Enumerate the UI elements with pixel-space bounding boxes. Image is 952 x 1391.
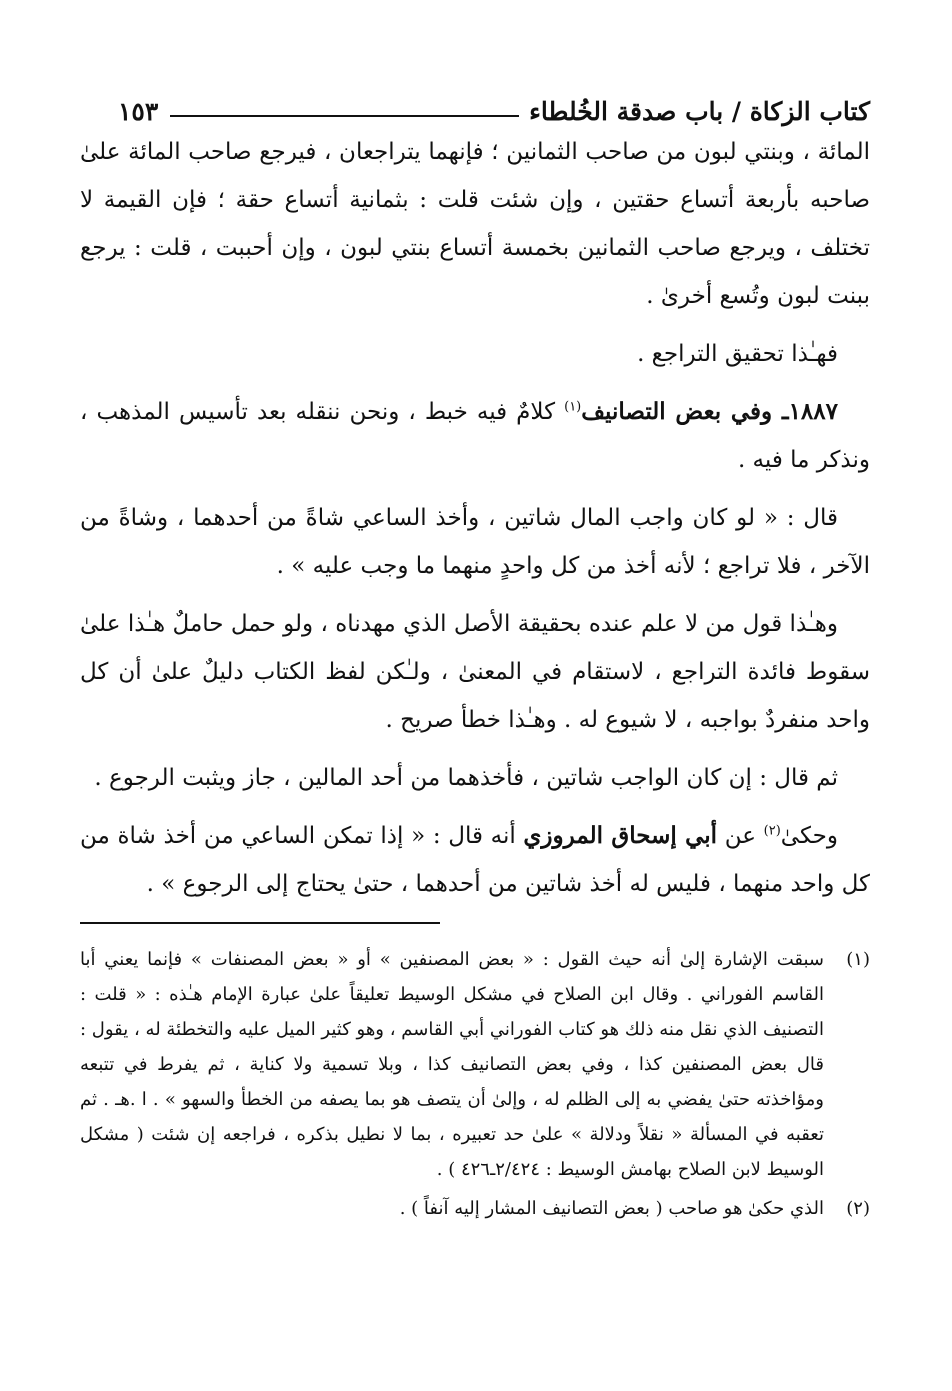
page-number: ١٥٣ <box>118 97 159 126</box>
header-rule <box>170 115 519 117</box>
footnote-ref-1[interactable]: (١) <box>564 399 582 415</box>
paragraph-critique: وهـٰذا قول من لا علم عنده بحقيقة الأصل الذي مهدناه ، ولو حمل حاملٌ هـٰذا علىٰ سقوط فائدة التراجع ، لاستقام في المعنىٰ ، ولـٰكن لفظ الكتاب دليلٌ علىٰ أن كل واحد منفردٌ بواجبه ، لا شيوع له . وهـٰذا خطأ صريح . <box>80 611 870 733</box>
footnote-text: سبقت الإشارة إلىٰ أنه حيث القول : « بعض المصنفين » أو « بعض المصنفات » فإنما يعني أبا القاسم الفوراني . وقال ابن الصلاح في مشكل الوسيط تعليقاً علىٰ عبارة الإمام هـٰذه : « قلت : التصنيف الذي نقل منه ذلك هو كتاب الفوراني أبي القاسم ، وهو كثير الميل عليه والتخطئة له ، يقول : قال بعض المصنفين كذا ، وفي بعض التصانيف كذا ، وبلا تسمية ولا كناية ، ثم يفرط في تتبعه ومؤاخذته حتىٰ يفضي به إلى الظلم له ، وإلىٰ أن يتصف هو بما يصفه من الخطأ والسهو » . ا .هـ . ثم تعقبه في المسألة « نقلاً ودلالة » علىٰ حد تعبيره ، بما لا نطيل بذكره ، فراجعه إن شئت ( مشكل الوسيط لابن الصلاح بهامش الوسيط : ٢/٤٢٤ـ٤٢٦ ) . <box>80 949 824 1180</box>
paragraph-conclusion: فهـٰذا تحقيق التراجع . <box>637 341 838 367</box>
book-page <box>80 78 870 1378</box>
paragraph-1887 <box>80 388 870 484</box>
footnotes <box>80 942 870 1226</box>
paragraph-second-quote: ثم قال : إن كان الواجب شاتين ، فأخذهما من أحد المالين ، جاز ويثبت الرجوع . <box>94 765 838 791</box>
paragraph-marwazi-lead: وحكىٰ <box>780 823 838 849</box>
paragraph-marwazi-text: أنه قال : « إذا تمكن الساعي من أخذ شاة من كل واحد منهما ، فليس له أخذ شاتين من أحدهما ، حتىٰ يحتاج إلى الرجوع » . <box>80 823 870 897</box>
main-text <box>80 128 870 908</box>
scholar-name: أبي إسحاق المروزي <box>523 822 718 849</box>
footnote-ref-2[interactable]: (٢) <box>763 823 781 839</box>
paragraph-continuation: المائة ، وبنتي لبون من صاحب الثمانين ؛ فإنهما يتراجعان ، فيرجع صاحب المائة علىٰ صاحبه بأربعة أتساع حقتين ، وإن شئت قلت : بثمانية أتساع حقة ؛ فإن القيمة لا تختلف ، ويرجع صاحب الثمانين بخمسة أتساع بنتي لبون ، وإن أحببت ، قلت : يرجع ببنت لبون وتُسع أخرىٰ . <box>80 139 870 309</box>
paragraph-1887-text: كلامٌ فيه خبط ، ونحن ننقله بعد تأسيس المذهب ، ونذكر ما فيه . <box>80 399 870 473</box>
footnote-text: الذي حكىٰ هو صاحب ( بعض التصانيف المشار إليه آنفاً ) . <box>399 1198 824 1219</box>
running-header <box>80 78 870 126</box>
footnote-marker: (١) <box>846 949 870 970</box>
footnote-divider <box>80 922 440 924</box>
paragraph-marwazi-mid: عن <box>717 823 764 849</box>
paragraph-quote: قال : « لو كان واجب المال شاتين ، وأخذ الساعي شاةً من أحدهما ، وشاةً من الآخر ، فلا تراجع ؛ لأنه أخذ من كل واحدٍ منهما ما وجب عليه » . <box>80 505 870 579</box>
footnote-marker: (٢) <box>846 1198 870 1219</box>
entry-heading: ١٨٨٧ـ وفي بعض التصانيف <box>581 398 838 425</box>
footnote-2 <box>80 1191 870 1226</box>
paragraph-marwazi <box>80 812 870 908</box>
chapter-title: كتاب الزكاة / باب صدقة الخُلطاء <box>529 97 870 126</box>
footnote-1 <box>80 942 870 1187</box>
